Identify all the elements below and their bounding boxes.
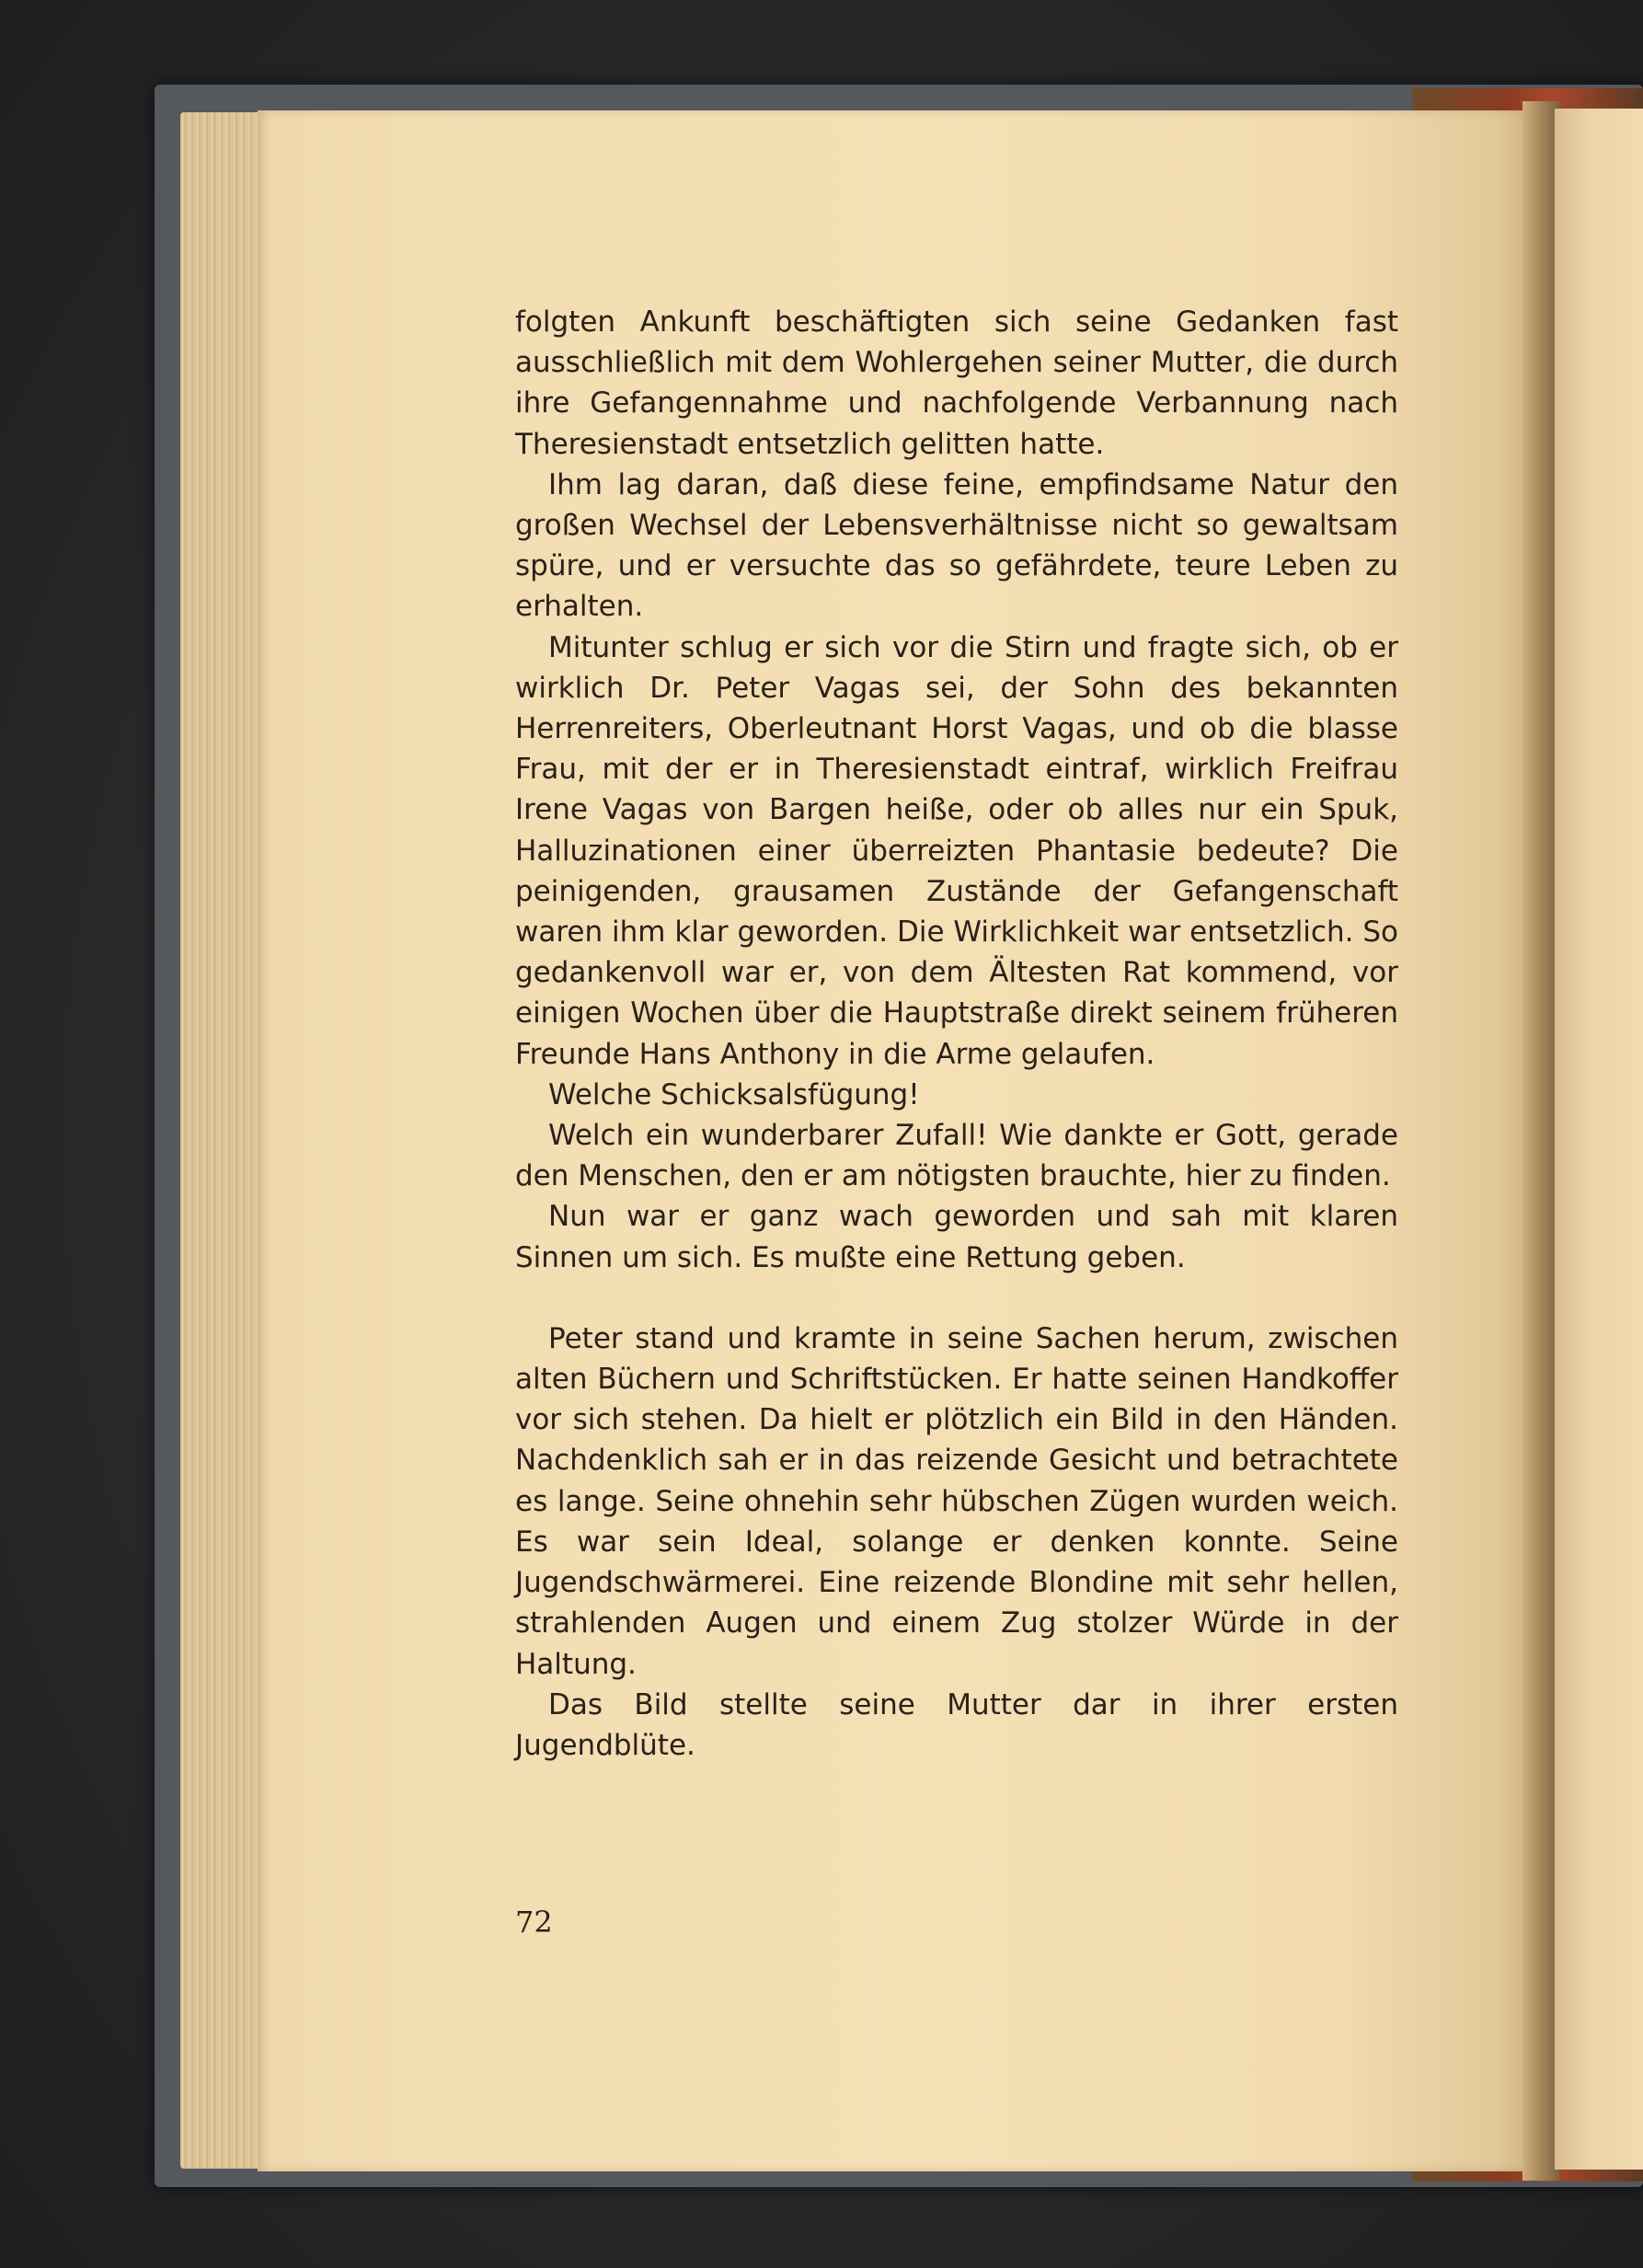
section-break [515, 1278, 1398, 1318]
paragraph: Welch ein wunderbarer Zufall! Wie dankte er Gott, gerade den Menschen, den er am nötigsten brauchte, hier zu finden. [515, 1119, 1398, 1193]
paragraph: folgten Ankunft beschäftigten sich seine Gedanken fast ausschließlich mit dem Wohlergehen seiner Mutter, die durch ihre Gefangennahme und nachfolgende Verbannung nach Theresienstadt entsetzlich gelitten hatte. [515, 305, 1398, 461]
paragraph: Nun war er ganz wach geworden und sah mit klaren Sinnen um sich. Es mußte eine Rettung geben. [515, 1200, 1398, 1274]
paragraph: Peter stand und kramte in seine Sachen herum, zwischen alten Büchern und Schriftstücken. Er hatte seinen Handkoffer vor sich stehen. Da hielt er plötzlich ein Bild in den Händen. Nachdenklich sah er in das reizende Gesicht und betrachtete es lange. Seine ohnehin sehr hübschen Zügen wurden weich. Es war sein Ideal, solange er denken konnte. Seine Jugendschwärmerei. Eine reizende Blondine mit sehr hellen, strahlenden Augen und einem Zug stolzer Würde in der Haltung. [515, 1321, 1398, 1681]
book-gutter [1522, 101, 1559, 2181]
page-text [515, 302, 1398, 1766]
paragraph: Das Bild stellte seine Mutter dar in ihrer ersten Jugendblüte. [515, 1687, 1398, 1762]
facing-page [1555, 109, 1643, 2170]
paragraph: Welche Schicksalsfügung! [548, 1077, 920, 1111]
page-number: 72 [515, 1905, 553, 1940]
paragraph: Mitunter schlug er sich vor die Stirn und fragte sich, ob er wirklich Dr. Peter Vagas sei, der Sohn des bekannten Herrenreiters, Oberleutnant Horst Vagas, und ob die blasse Frau, mit der er in Theresienstadt eintraf, wirklich Freifrau Irene Vagas von Bargen heiße, oder ob alles nur ein Spuk, Halluzinationen einer überreizten Phantasie bedeute? Die peinigenden, grausamen Zustände der Gefangenschaft waren ihm klar geworden. Die Wirklichkeit war entsetzlich. So gedankenvoll war er, von dem Ältesten Rat kommend, vor einigen Wochen über die Hauptstraße direkt seinem früheren Freunde Hans Anthony in die Arme gelaufen. [515, 630, 1398, 1071]
paragraph: Ihm lag daran, daß diese feine, empfindsame Natur den großen Wechsel der Lebensverhältnisse nicht so gewaltsam spüre, und er versuchte das so gefährdete, teure Leben zu erhalten. [515, 467, 1398, 624]
